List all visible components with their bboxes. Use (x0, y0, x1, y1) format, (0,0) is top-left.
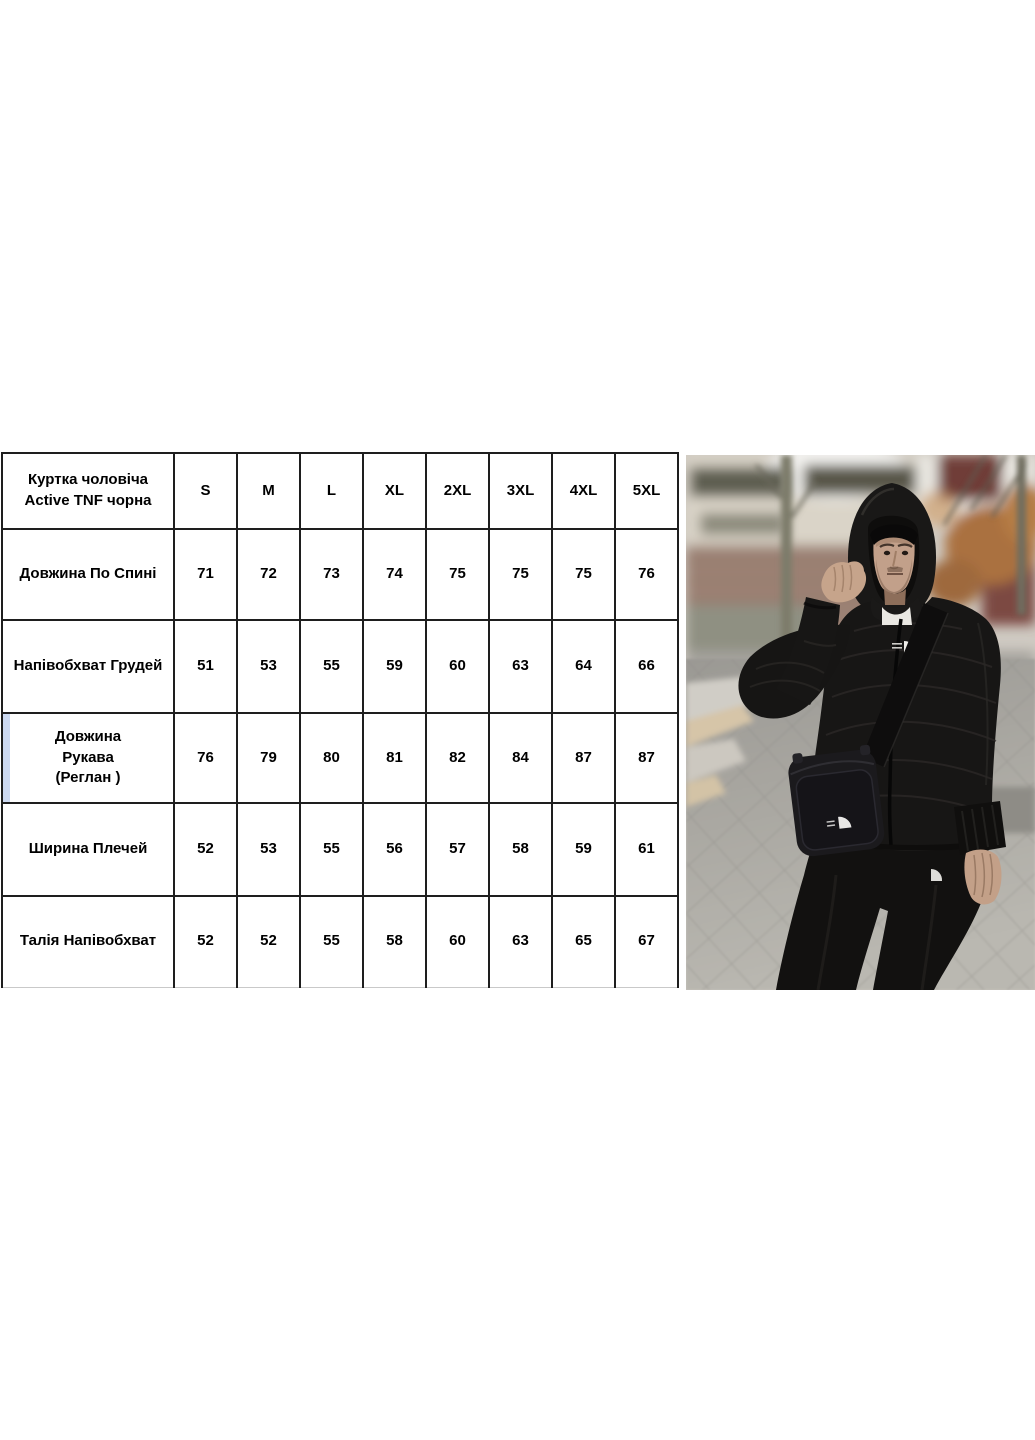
size-value-cell: 58 (489, 803, 552, 896)
size-value-cell: 52 (174, 803, 237, 896)
row-label-line: Довжина (54, 727, 122, 745)
size-value-cell: 55 (300, 803, 363, 896)
size-chart (1, 452, 679, 988)
size-value-cell: 56 (363, 803, 426, 896)
size-value-cell: 64 (552, 620, 615, 713)
size-value-cell: 76 (615, 529, 678, 620)
size-value-cell: 87 (552, 713, 615, 803)
size-value-cell: 57 (426, 803, 489, 896)
size-column-header: XL (363, 453, 426, 529)
size-value-cell: 74 (363, 529, 426, 620)
table-row (2, 620, 678, 713)
size-value-cell: 75 (489, 529, 552, 620)
size-value-cell: 84 (489, 713, 552, 803)
size-column-header: 3XL (489, 453, 552, 529)
size-value-cell: 67 (615, 896, 678, 987)
size-column-header: M (237, 453, 300, 529)
size-value-cell: 72 (237, 529, 300, 620)
product-photo-image (686, 455, 1035, 990)
row-label: Довжина По Спині (2, 529, 174, 620)
size-column-header: 5XL (615, 453, 678, 529)
row-label: Ширина Плечей (2, 803, 174, 896)
table-title-line2: Active TNF чорна (24, 492, 152, 509)
size-value-cell: 81 (363, 713, 426, 803)
size-value-cell: 82 (426, 713, 489, 803)
size-value-cell: 65 (552, 896, 615, 987)
size-value-cell: 66 (615, 620, 678, 713)
table-header-row (2, 453, 678, 529)
size-value-cell: 52 (237, 896, 300, 987)
table-title-line1: Куртка чоловіча (27, 471, 149, 489)
size-value-cell: 55 (300, 620, 363, 713)
size-column-header: S (174, 453, 237, 529)
size-value-cell: 76 (174, 713, 237, 803)
size-value-cell: 63 (489, 620, 552, 713)
size-column-header: 2XL (426, 453, 489, 529)
size-column-header: 4XL (552, 453, 615, 529)
table-title (2, 453, 174, 529)
product-photo (686, 455, 1035, 990)
size-value-cell: 52 (174, 896, 237, 987)
row-label-line: (Реглан ) (55, 769, 121, 787)
size-value-cell: 53 (237, 803, 300, 896)
size-value-cell: 51 (174, 620, 237, 713)
tree-trunk (781, 455, 792, 641)
size-value-cell: 60 (426, 896, 489, 987)
table-row (2, 803, 678, 896)
eye (884, 551, 890, 555)
size-value-cell: 61 (615, 803, 678, 896)
size-value-cell: 75 (426, 529, 489, 620)
table-row (2, 713, 678, 803)
size-value-cell: 75 (552, 529, 615, 620)
size-value-cell: 53 (237, 620, 300, 713)
size-value-cell: 60 (426, 620, 489, 713)
row-label-line: Рукава (62, 748, 114, 766)
size-chart-table (1, 452, 679, 988)
size-value-cell: 58 (363, 896, 426, 987)
crossbody-bag (786, 744, 886, 858)
size-value-cell: 87 (615, 713, 678, 803)
eye (902, 551, 908, 555)
table-row (2, 529, 678, 620)
size-value-cell: 80 (300, 713, 363, 803)
row-label (2, 713, 174, 803)
size-value-cell: 59 (363, 620, 426, 713)
row-label: Напівобхват Грудей (2, 620, 174, 713)
size-value-cell: 55 (300, 896, 363, 987)
size-value-cell: 71 (174, 529, 237, 620)
size-column-header: L (300, 453, 363, 529)
size-value-cell: 73 (300, 529, 363, 620)
size-value-cell: 59 (552, 803, 615, 896)
size-value-cell: 79 (237, 713, 300, 803)
row-label: Талія Напівобхват (2, 896, 174, 987)
size-value-cell: 63 (489, 896, 552, 987)
table-row (2, 896, 678, 987)
